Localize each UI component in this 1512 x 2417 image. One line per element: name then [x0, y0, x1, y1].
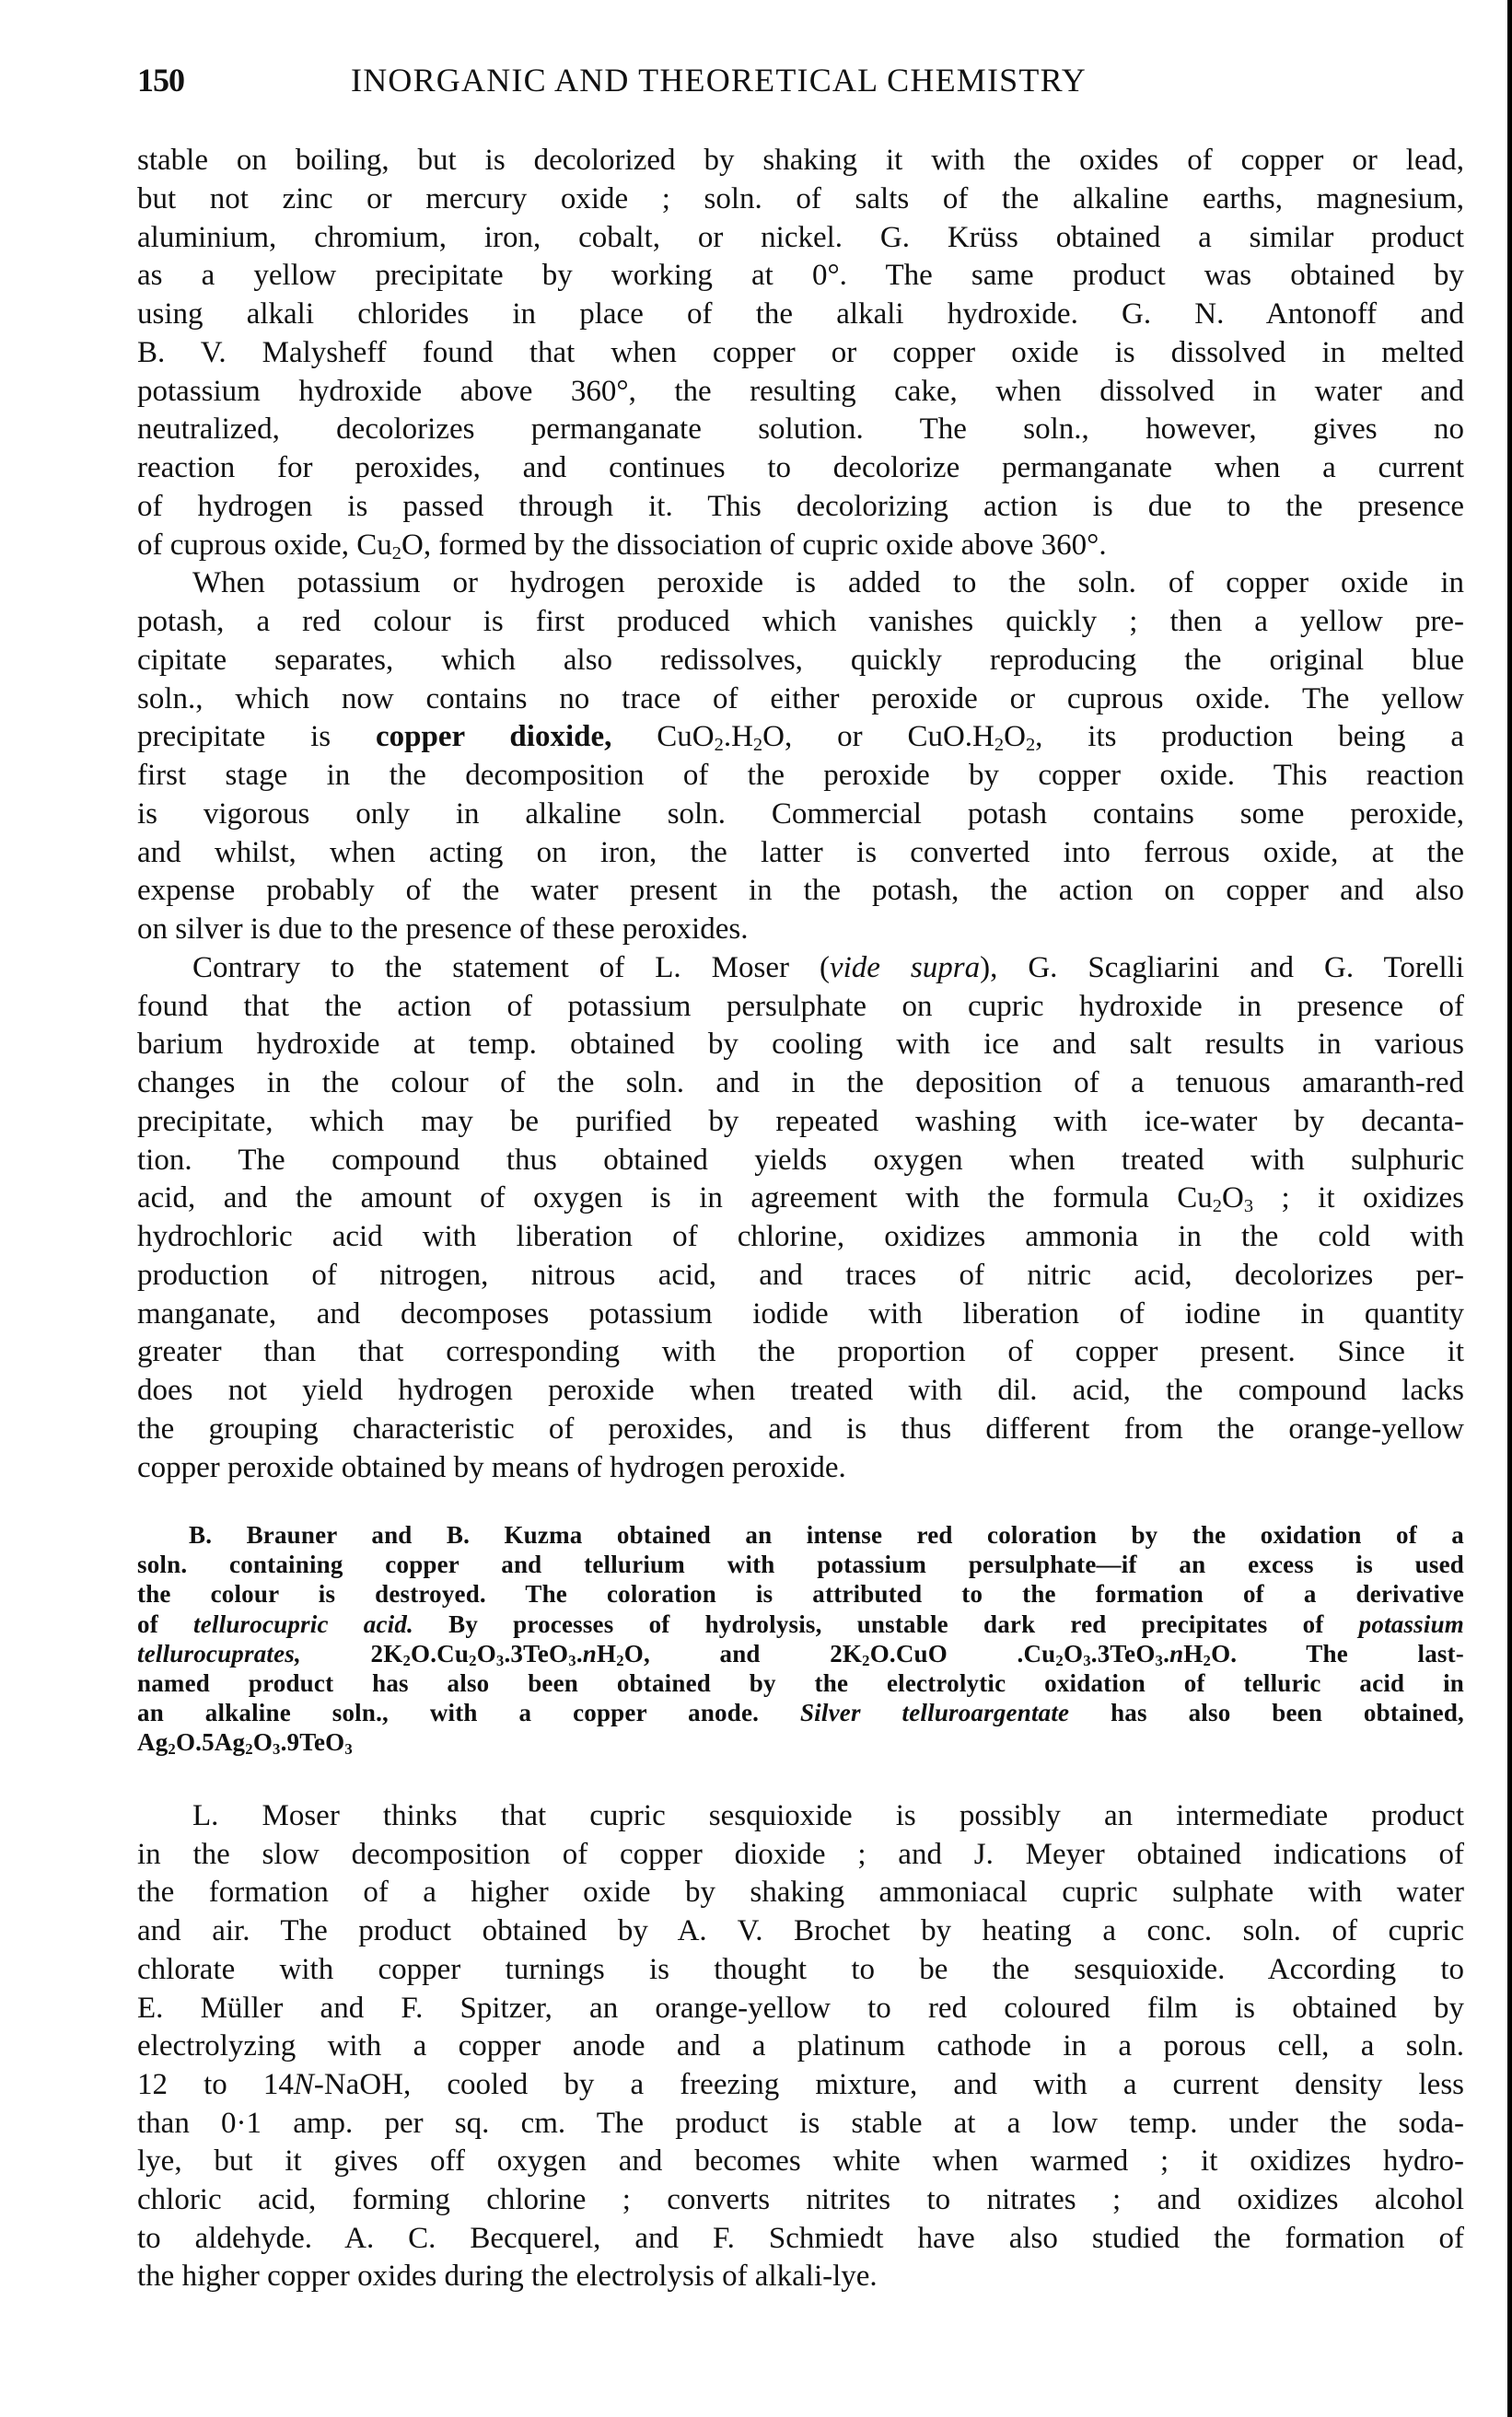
text-run: does not yield hydrogen peroxide when treated with dil. acid, the compound lacks	[137, 1374, 1464, 1407]
text-run: O	[1063, 1639, 1084, 1667]
subscript: 3	[495, 1651, 505, 1669]
text-run: has also been obtained,	[1069, 1699, 1464, 1727]
text-run: tion. The compound thus obtained yields oxygen when treated with sulphuric	[137, 1143, 1464, 1177]
italic-term: tellurocupric acid.	[193, 1609, 413, 1638]
italic-term: Silver telluroargentate	[799, 1699, 1070, 1727]
text-line	[137, 642, 1464, 679]
text-line	[137, 1103, 1464, 1140]
text-line	[137, 1218, 1464, 1255]
text-line	[137, 334, 1464, 371]
text-run: Ag	[137, 1728, 169, 1757]
scan-edge-bar	[1507, 0, 1512, 2417]
text-run: the grouping characteristic of peroxides, and is thus different from the orange-yellow	[137, 1412, 1464, 1446]
text-line	[137, 1580, 1464, 1609]
text-run: of hydrogen is passed through it. This decolorizing action is due to the presence	[137, 489, 1464, 523]
text-line	[137, 373, 1464, 410]
text-line	[137, 1296, 1464, 1332]
text-run: When potassium or hydrogen peroxide is added to the soln. of copper oxide in	[192, 566, 1464, 600]
subscript: 3	[273, 1740, 281, 1759]
text-line	[137, 1026, 1464, 1063]
subscript: 2	[245, 1740, 253, 1759]
text-run: ), G. Scagliarini and G. Torelli	[980, 950, 1465, 984]
text-line	[137, 796, 1464, 832]
text-line	[137, 411, 1464, 447]
text-line	[137, 757, 1464, 794]
subscript: 2	[752, 735, 763, 756]
text-run: hydrochloric acid with liberation of chlorine, oxidizes ammonia in the cold with	[137, 1220, 1464, 1253]
text-line	[137, 680, 1464, 717]
text-line	[137, 1142, 1464, 1179]
text-line	[137, 911, 1464, 947]
text-line	[137, 2143, 1464, 2179]
text-line	[137, 1411, 1464, 1447]
text-line	[137, 603, 1464, 640]
text-run: O.5Ag	[175, 1728, 246, 1757]
text-run: .H	[723, 720, 753, 754]
text-line	[137, 2105, 1464, 2142]
text-run: , its production being a	[1035, 720, 1465, 754]
text-line	[137, 2066, 1464, 2103]
subscript: 2	[1203, 1651, 1212, 1669]
text-run: of	[137, 1609, 194, 1638]
subscript: 2	[469, 1651, 477, 1669]
subscript: 3	[1155, 1651, 1164, 1669]
text-run: the colour is destroyed. The coloration is attributed to the formation of a derivative	[137, 1580, 1464, 1609]
text-line	[137, 488, 1464, 525]
text-run: but not zinc or mercury oxide ; soln. of salts of the alkaline earths, magnesium,	[137, 181, 1464, 215]
text-line	[137, 1257, 1464, 1294]
text-line	[137, 2258, 1464, 2295]
text-line	[137, 449, 1464, 486]
text-run: copper peroxide obtained by means of hydrogen peroxide.	[137, 1450, 846, 1484]
italic-term: potassium	[1358, 1609, 1465, 1638]
text-line	[137, 1874, 1464, 1911]
text-run: chlorate with copper turnings is thought to be the sesquioxide. According to	[137, 1952, 1464, 1986]
text-run: potassium hydroxide above 360°, the resulting cake, when dissolved in water and	[137, 374, 1464, 408]
text-line	[137, 1797, 1464, 1834]
text-line	[137, 1179, 1464, 1216]
text-run: aluminium, chromium, iron, cobalt, or nickel. G. Krüss obtained a similar product	[137, 220, 1464, 254]
text-line	[137, 1990, 1464, 2027]
subscript: 2	[402, 1651, 412, 1669]
text-line	[137, 1064, 1464, 1101]
text-line	[137, 1521, 1464, 1550]
text-run: .9TeO	[280, 1728, 345, 1757]
text-line	[137, 1372, 1464, 1409]
text-run: O	[476, 1639, 496, 1667]
text-line	[137, 949, 1464, 986]
text-run: -NaOH, cooled by a freezing mixture, and with a current density less	[313, 2067, 1464, 2101]
text-run: barium hydroxide at temp. obtained by cooling with ice and salt results in various	[137, 1028, 1464, 1062]
text-run: O, and 2K	[623, 1639, 863, 1667]
text-line	[137, 296, 1464, 332]
text-run: than 0·1 amp. per sq. cm. The product is stable at a low temp. under the soda-	[137, 2106, 1464, 2140]
text-line	[137, 718, 1464, 755]
text-run: 12 to 14	[137, 2067, 294, 2101]
bold-term: copper dioxide,	[376, 720, 612, 754]
subscript: 3	[1243, 1196, 1254, 1217]
subscript: 2	[616, 1651, 624, 1669]
text-run: O	[1004, 720, 1026, 754]
text-line	[137, 257, 1464, 294]
text-run: H	[1183, 1639, 1204, 1667]
text-run: 2K	[300, 1639, 403, 1667]
text-run: electrolyzing with a copper anode and a platinum cathode in a porous cell, a soln.	[137, 2029, 1464, 2063]
subscript: 3	[568, 1651, 576, 1669]
subscript: 2	[391, 542, 402, 564]
text-run: to aldehyde. A. C. Becquerel, and F. Schmiedt have also studied the formation of	[137, 2221, 1464, 2255]
text-run: B. V. Malysheff found that when copper or copper oxide is dissolved in melted	[137, 335, 1464, 369]
subscript: 2	[862, 1651, 870, 1669]
italic-term: vide supra	[829, 950, 981, 984]
text-run: O, formed by the dissociation of cupric oxide above 360°.	[401, 528, 1107, 562]
text-run: manganate, and decomposes potassium iodide with liberation of iodine in quantity	[137, 1296, 1464, 1331]
text-run: stable on boiling, but is decolorized by shaking it with the oxides of copper or lead,	[137, 144, 1464, 177]
text-run: E. Müller and F. Spitzer, an orange-yellow to red coloured film is obtained by	[137, 1991, 1464, 2025]
subscript: 2	[168, 1740, 176, 1759]
text-run: is vigorous only in alkaline soln. Commercial potash contains some peroxide,	[137, 796, 1464, 831]
italic-term: tellurocuprates,	[137, 1639, 301, 1667]
text-run: .	[576, 1639, 583, 1667]
text-run: O.CuO .Cu	[869, 1639, 1056, 1667]
text-run: on silver is due to the presence of these peroxides.	[137, 912, 749, 946]
text-line	[137, 1951, 1464, 1988]
subscript: 2	[1212, 1196, 1222, 1217]
text-run: and whilst, when acting on iron, the latter is converted into ferrous oxide, at the	[137, 835, 1464, 869]
text-run: neutralized, decolorizes permanganate solution. The soln., however, gives no	[137, 413, 1464, 447]
text-line	[137, 2028, 1464, 2064]
text-run: CuO	[611, 720, 715, 754]
text-line	[137, 2220, 1464, 2257]
text-run: and air. The product obtained by A. V. Brochet by heating a conc. soln. of cupric	[137, 1914, 1464, 1948]
text-run: potash, a red colour is first produced which vanishes quickly ; then a yellow pre-	[137, 605, 1464, 638]
subscript: 3	[344, 1740, 353, 1759]
text-run: greater than that corresponding with the proportion of copper present. Since it	[137, 1335, 1464, 1369]
text-run: reaction for peroxides, and continues to decolorize permanganate when a current	[137, 451, 1464, 484]
text-line	[137, 2181, 1464, 2218]
text-run: expense probably of the water present in the potash, the action on copper and also	[137, 874, 1464, 908]
text-run: first stage in the decomposition of the peroxide by copper oxide. This reaction	[137, 759, 1464, 792]
text-line	[137, 834, 1464, 871]
running-title: INORGANIC AND THEORETICAL CHEMISTRY	[351, 62, 1087, 99]
text-run: as a yellow precipitate by working at 0°. The same product was obtained by	[137, 259, 1464, 293]
text-line	[137, 1333, 1464, 1370]
text-line	[137, 1728, 1464, 1757]
text-line	[137, 1669, 1464, 1698]
text-line	[137, 1449, 1464, 1486]
italic-term: n	[582, 1639, 597, 1667]
text-run: H	[596, 1639, 617, 1667]
text-run: B. Brauner and B. Kuzma obtained an intense red coloration by the oxidation of a	[189, 1521, 1464, 1549]
text-run: cipitate separates, which also redissolves, quickly reproducing the original blue	[137, 643, 1464, 677]
text-line	[137, 180, 1464, 217]
text-run: .3TeO	[1090, 1639, 1156, 1667]
text-line	[137, 1551, 1464, 1579]
text-run: O	[252, 1728, 273, 1757]
text-run: L. Moser thinks that cupric sesquioxide is possibly an intermediate product	[192, 1799, 1464, 1832]
text-line	[137, 1836, 1464, 1873]
text-run: O.Cu	[411, 1639, 470, 1667]
text-run: precipitate is	[137, 720, 377, 754]
text-run: acid, and the amount of oxygen is in agreement with the formula Cu	[137, 1181, 1213, 1215]
text-run: chloric acid, forming chlorine ; converts nitrites to nitrates ; and oxidizes alcohol	[137, 2183, 1464, 2216]
text-run: production of nitrogen, nitrous acid, and traces of nitric acid, decolorizes per-	[137, 1258, 1464, 1292]
text-line	[137, 988, 1464, 1025]
italic-term: n	[1169, 1639, 1184, 1667]
subscript: 2	[994, 735, 1005, 756]
text-run: precipitate, which may be purified by repeated washing with ice-water by decanta-	[137, 1104, 1464, 1138]
page-number: 150	[137, 62, 184, 99]
text-run: ; it oxidizes	[1253, 1181, 1464, 1215]
text-line	[137, 1640, 1464, 1668]
subscript: 2	[1025, 735, 1036, 756]
text-run: changes in the colour of the soln. and in the deposition of a tenuous amaranth-red	[137, 1066, 1464, 1099]
text-line	[137, 527, 1464, 564]
text-line	[137, 564, 1464, 601]
text-run: in the slow decomposition of copper dioxide ; and J. Meyer obtained indications of	[137, 1837, 1464, 1871]
text-run: an alkaline soln., with a copper anode.	[137, 1699, 800, 1727]
text-line	[137, 1912, 1464, 1949]
text-line	[137, 219, 1464, 256]
text-line	[137, 1610, 1464, 1639]
text-run: the higher copper oxides during the electrolysis of alkali-lye.	[137, 2260, 878, 2294]
text-run: named product has also been obtained by the electrolytic oxidation of telluric acid in	[137, 1669, 1464, 1697]
text-run: the formation of a higher oxide by shaking ammoniacal cupric sulphate with water	[137, 1876, 1464, 1910]
text-run: found that the action of potassium persulphate on cupric hydroxide in presence of	[137, 989, 1464, 1023]
text-run: O	[1221, 1181, 1244, 1215]
subscript: 2	[714, 735, 724, 756]
text-run: .3TeO	[504, 1639, 569, 1667]
subscript: 3	[1083, 1651, 1091, 1669]
running-header	[137, 61, 1464, 107]
text-line	[137, 142, 1464, 179]
italic-term: N	[293, 2067, 314, 2101]
text-run: soln., which now contains no trace of either peroxide or cuprous oxide. The yellow	[137, 681, 1464, 715]
text-run: By processes of hydrolysis, unstable dark red precipitates of	[413, 1609, 1359, 1638]
text-run: lye, but it gives off oxygen and becomes white when warmed ; it oxidizes hydro-	[137, 2144, 1464, 2179]
text-run: O. The last-	[1211, 1639, 1464, 1667]
text-run: using alkali chlorides in place of the alkali hydroxide. G. N. Antonoff and	[137, 297, 1464, 331]
text-run: O, or CuO.H	[762, 720, 994, 754]
subscript: 2	[1055, 1651, 1064, 1669]
text-run: soln. containing copper and tellurium with potassium persulphate—if an excess is used	[137, 1551, 1464, 1579]
text-line	[137, 1699, 1464, 1727]
text-line	[137, 872, 1464, 909]
text-run: Contrary to the statement of L. Moser (	[192, 950, 830, 984]
text-run: .	[1163, 1639, 1170, 1667]
text-run: of cuprous oxide, Cu	[137, 528, 392, 562]
